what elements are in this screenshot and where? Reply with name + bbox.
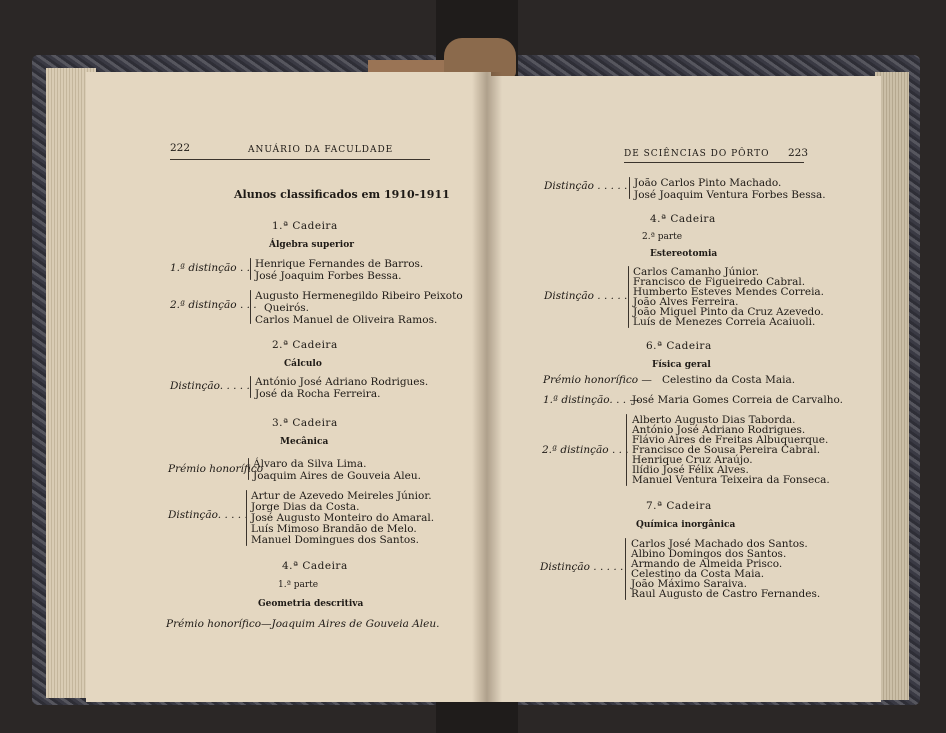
brace [250, 376, 251, 398]
prize-line: Prémio honorífico—Joaquim Aires de Gouveia Aleu. [166, 618, 440, 630]
student-name: Celestino da Costa Maia. [662, 374, 796, 386]
subject-title: Química inorgânica [636, 520, 736, 530]
student-name: Augusto Hermenegildo Ribeiro Peixoto [255, 290, 463, 302]
student-name: Albino Domingos dos Santos. [631, 548, 787, 560]
student-name: João Carlos Pinto Machado. [634, 177, 782, 189]
student-name: Luís Mimoso Brandão de Melo. [251, 523, 417, 535]
student-name: Manuel Domingues dos Santos. [251, 534, 419, 546]
student-name: Francisco de Figueiredo Cabral. [633, 276, 806, 288]
student-name: António José Adriano Rodrigues. [255, 376, 429, 388]
cadeira-heading: 4.ª Cadeira [282, 560, 348, 572]
student-name: Manuel Ventura Teixeira da Fonseca. [632, 474, 830, 486]
header-rule [624, 162, 804, 163]
student-name: Álvaro da Silva Lima. [253, 458, 367, 470]
running-head: DE SCIÊNCIAS DO PÔRTO [624, 149, 770, 159]
student-name: José Augusto Monteiro do Amaral. [251, 512, 435, 524]
distinction-label: 1.ª distinção . . . [170, 262, 257, 274]
subject-title: Mecânica [280, 437, 329, 447]
student-name: Henrique Fernandes de Barros. [255, 258, 424, 270]
cadeira-heading: 6.ª Cadeira [646, 340, 712, 352]
page-number: 222 [170, 142, 191, 154]
student-name: Carlos Camanho Júnior. [633, 266, 760, 278]
distinction-label: 1.ª distinção. . . — [543, 394, 640, 406]
prize-label: Prémio honorífico — [543, 374, 652, 386]
part-label: 2.ª parte [642, 232, 683, 242]
student-name: Joaquim Aires de Gouveia Aleu. [253, 470, 421, 482]
student-name: Carlos José Machado dos Santos. [631, 538, 808, 550]
student-name: Raul Augusto de Castro Fernandes. [631, 588, 821, 600]
subject-title: Álgebra superior [269, 240, 354, 250]
cadeira-heading: 3.ª Cadeira [272, 417, 338, 429]
student-name: Armando de Almeida Prisco. [631, 558, 783, 570]
prize-label: Prémio honorífico [168, 463, 264, 475]
student-name: Celestino da Costa Maia. [631, 568, 765, 580]
student-name: José da Rocha Ferreira. [255, 388, 381, 400]
distinction-label: Distinção . . . . . [544, 290, 628, 302]
distinction-label: 2.ª distinção . . . [542, 444, 629, 456]
student-name: Carlos Manuel de Oliveira Ramos. [255, 314, 438, 326]
student-name: Jorge Dias da Costa. [251, 501, 360, 513]
brace [250, 258, 251, 280]
distinction-label: Distinção. . . . . [168, 509, 248, 521]
student-name: José Joaquim Forbes Bessa. [255, 270, 402, 282]
book-gutter-shadow [472, 72, 502, 702]
page-number: 223 [788, 147, 809, 159]
subject-title: Cálculo [284, 359, 322, 369]
distinction-label: Distinção . . . . . [544, 180, 628, 192]
cadeira-heading: 1.ª Cadeira [272, 220, 338, 232]
header-rule [170, 159, 430, 160]
cadeira-heading: 2.ª Cadeira [272, 339, 338, 351]
right-page [484, 76, 881, 702]
student-name: Ilídio José Félix Alves. [632, 464, 749, 476]
student-name: João Máximo Saraiva. [631, 578, 747, 590]
brace [626, 414, 627, 486]
brace [625, 538, 626, 600]
student-name: João Miguel Pinto da Cruz Azevedo. [633, 306, 824, 318]
student-name: Henrique Cruz Araújo. [632, 454, 753, 466]
brace [250, 290, 251, 324]
student-name: Francisco de Sousa Pereira Cabral. [632, 444, 821, 456]
left-page [86, 72, 491, 702]
brace [248, 458, 249, 480]
student-name: Alberto Augusto Dias Taborda. [632, 414, 796, 426]
student-name: Flávio Aires de Freitas Albuquerque. [632, 434, 829, 446]
brace [246, 490, 247, 546]
part-label: 1.ª parte [278, 580, 319, 590]
distinction-label: Distinção. . . . . [170, 380, 250, 392]
student-name: Humberto Esteves Mendes Correia. [633, 286, 825, 298]
subject-title: Física geral [652, 360, 711, 370]
student-name: José Maria Gomes Correia de Carvalho. [632, 394, 843, 406]
subject-title: Estereotomia [650, 249, 718, 259]
student-name: José Joaquim Ventura Forbes Bessa. [634, 189, 826, 201]
subject-title: Geometria descritiva [258, 599, 364, 609]
student-name: João Alves Ferreira. [633, 296, 739, 308]
student-name: Queirós. [264, 302, 310, 314]
distinction-label: 2.ª distinção . . . [170, 299, 257, 311]
section-title: Alunos classificados em 1910-1911 [234, 188, 450, 201]
brace [629, 177, 630, 199]
cadeira-heading: 7.ª Cadeira [646, 500, 712, 512]
student-name: Artur de Azevedo Meireles Júnior. [251, 490, 432, 502]
brace [628, 266, 629, 328]
distinction-label: Distinção . . . . . [540, 561, 624, 573]
running-head: ANUÁRIO DA FACULDADE [248, 145, 394, 155]
student-name: António José Adriano Rodrigues. [632, 424, 806, 436]
cadeira-heading: 4.ª Cadeira [650, 213, 716, 225]
student-name: Luís de Menezes Correia Acaiuoli. [633, 316, 816, 328]
